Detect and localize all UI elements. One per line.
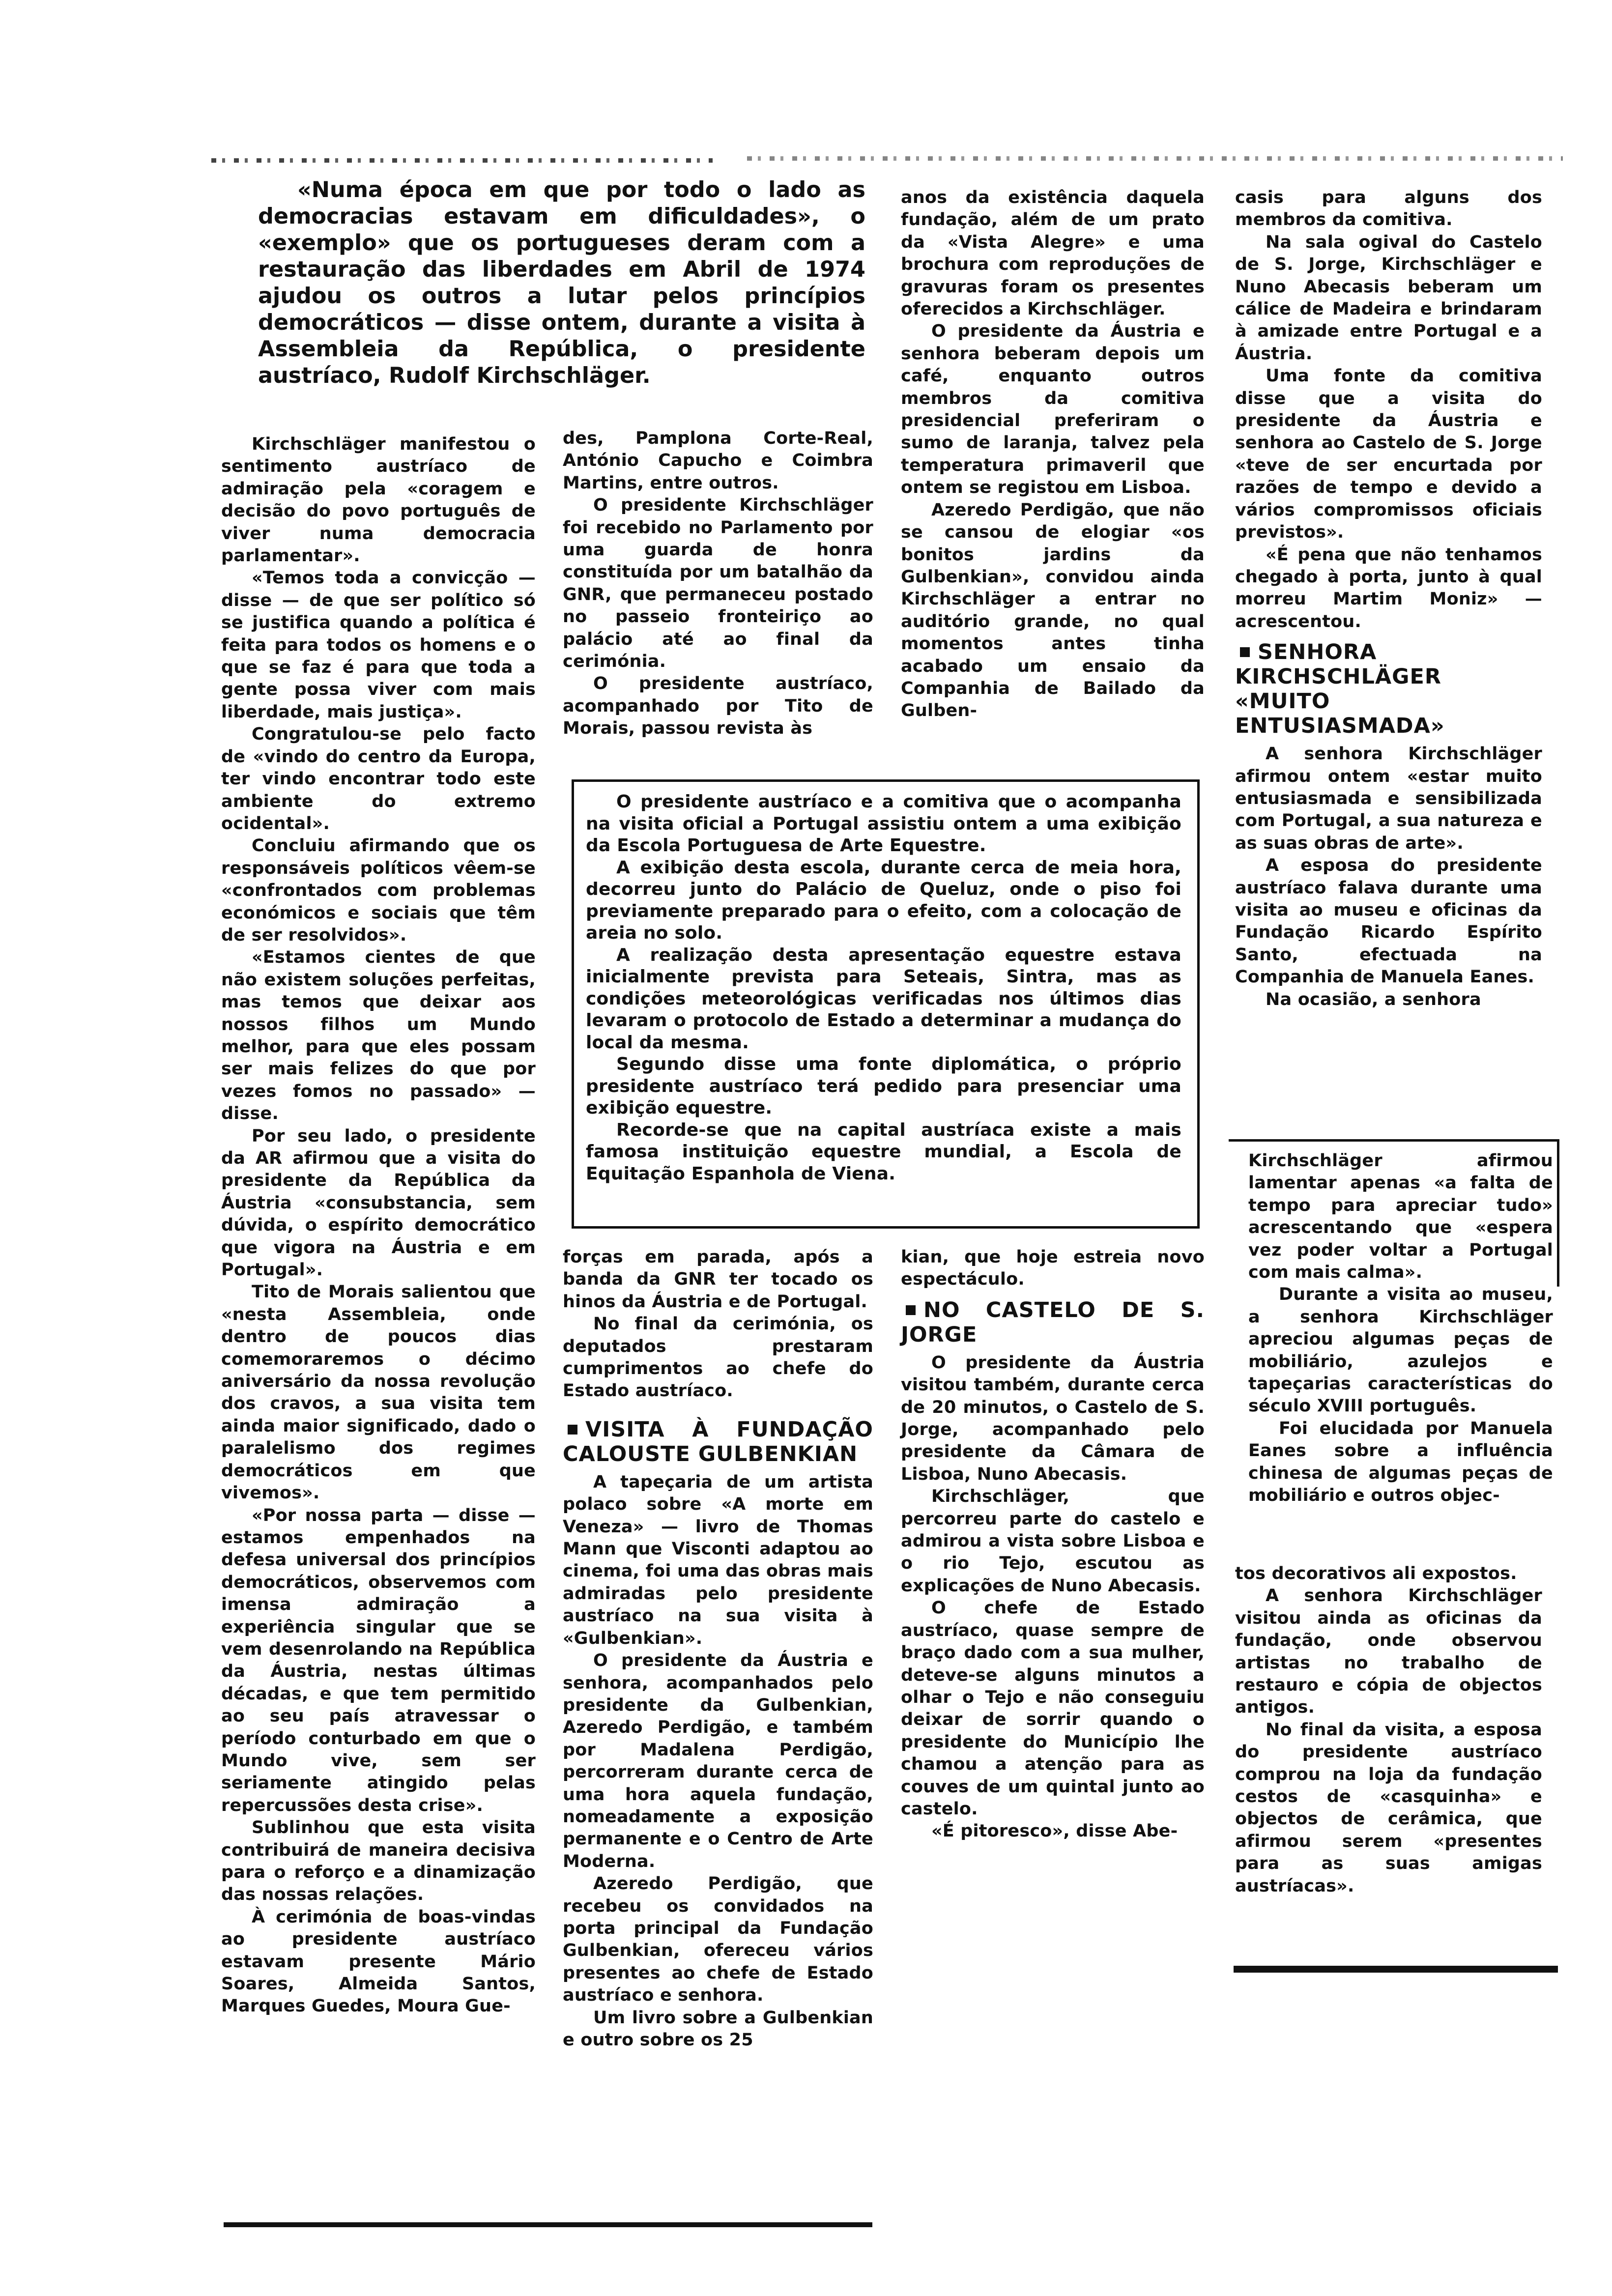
paragraph: tos decorativos ali expostos. xyxy=(1235,1564,1517,1583)
paragraph: A esposa do presidente austríaco falava durante uma visita ao museu e oficinas da Fundação Ricardo Espírito Santo, efectuada na Companhia de Manuela Eanes. xyxy=(1235,856,1542,987)
subheading-senhora: SENHORA KIRCHSCHLÄGER «MUITO ENTUSIASMADA» xyxy=(1235,640,1445,739)
paragraph: A senhora Kirchschläger visitou ainda as oficinas da fundação, onde observou artistas no trabalho de restauro e cópia de objectos antigos. xyxy=(1235,1586,1542,1718)
column-4-shifted xyxy=(1248,1150,1553,1507)
paragraph: No final da visita, a esposa do presidente austríaco comprou na loja da fundação cestos de «casquinha» e objectos de cerâmica, que afirmou serem «presentes para as suas amigas austríacas». xyxy=(1235,1720,1542,1896)
paragraph: Sublinhou que esta visita contribuirá de maneira decisiva para o reforço e a dinamização das nossas relações. xyxy=(221,1818,536,1905)
paragraph: casis para alguns dos membros da comitiva. xyxy=(1235,188,1542,230)
column-2-top xyxy=(563,428,873,740)
paragraph: Foi elucidada por Manuela Eanes sobre a influência chinesa de algumas peças de mobiliário e outros objec- xyxy=(1248,1418,1553,1506)
page-bottom-rule xyxy=(224,2222,872,2227)
paragraph: Kirchschläger manifestou o sentimento austríaco de admiração pela «coragem e decisão do povo português de viver numa democracia parlamentar». xyxy=(221,434,536,566)
paragraph: Durante a visita ao museu, a senhora Kirchschläger apreciou algumas peças de mobiliário, azulejos e tapeçarias características do século XVIII português. xyxy=(1248,1285,1553,1416)
scan-noise-top xyxy=(211,158,713,163)
clipping-edge-line xyxy=(1229,1139,1558,1142)
column-4-bottom-rule xyxy=(1234,1966,1558,1973)
paragraph: Azeredo Perdigão, que não se cansou de elogiar «os bonitos jardins da Gulbenkian», convidou ainda Kirchschläger a entrar no auditório grande, no qual momentos antes tinha acabado um ensaio da Companhia de Bailado da Gulben- xyxy=(901,500,1205,721)
paragraph: anos da existência daquela fundação, além de um prato da «Vista Alegre» e uma brochura com reproduções de gravuras foram os presentes oferecidos a Kirchschläger. xyxy=(901,188,1205,319)
paragraph: «Estamos cientes de que não existem soluções perfeitas, mas temos que deixar aos nossos filhos um Mundo melhor, para que eles possam ser mais felizes do que por vezes fomos no passado» — disse. xyxy=(221,947,536,1124)
paragraph: Kirchschläger afirmou lamentar apenas «a falta de tempo para apreciar tudo» acrescentando que «espera vez poder voltar a Portugal com mais calma». xyxy=(1248,1151,1553,1283)
paragraph: Recorde-se que na capital austríaca existe a mais famosa instituição equestre mundial, a Escola de Equitação Espanhola de Viena. xyxy=(586,1119,1181,1184)
paragraph: «É pitoresco», disse Abe- xyxy=(931,1821,1178,1841)
paragraph: À cerimónia de boas-vindas ao presidente austríaco estavam presente Mário Soares, Almeida Santos, Marques Guedes, Moura Gue- xyxy=(221,1907,536,2016)
paragraph: Um livro sobre a Gulbenkian e outro sobre os 25 xyxy=(563,2008,873,2050)
paragraph: forças em parada, após a banda da GNR ter tocado os hinos da Áustria e de Portugal. xyxy=(563,1247,873,1312)
paragraph: Uma fonte da comitiva disse que a visita do presidente da Áustria e senhora ao Castelo de S. Jorge «teve de ser encurtada por razões de tempo e devido a vários compromissos oficiais previstos». xyxy=(1235,366,1542,543)
clipping-edge-line xyxy=(1557,1139,1559,1287)
paragraph: Na sala ogival do Castelo de S. Jorge, Kirchschläger e Nuno Abecasis beberam um cálice de Madeira e brindaram à amizade entre Portugal e a Áustria. xyxy=(1235,232,1542,364)
paragraph: Tito de Morais salientou que «nesta Assembleia, onde dentro de poucos dias comemoraremos o décimo aniversário da nossa revolução dos cravos, a sua visita tem ainda maior significado, dado o paralelismo dos regimes democráticos em que vivemos». xyxy=(221,1282,536,1503)
paragraph: O presidente austríaco, acompanhado por Tito de Morais, passou revista às xyxy=(563,674,873,739)
paragraph: Por seu lado, o presidente da AR afirmou que a visita do presidente da República da Áustria «consubstancia, sem dúvida, o espírito democrático que vigora na Áustria e em Portugal». xyxy=(221,1126,536,1280)
paragraph: des, Pamplona Corte-Real, António Capucho e Coimbra Martins, entre outros. xyxy=(563,429,873,493)
paragraph: O presidente Kirchschläger foi recebido no Parlamento por uma guarda de honra constituída por um batalhão da GNR, que permaneceu postado no passeio fronteiriço ao palácio até ao final da cerimónia. xyxy=(563,495,873,672)
bullet-square xyxy=(1240,647,1250,657)
paragraph: O presidente austríaco e a comitiva que o acompanha na visita oficial a Portugal assistiu ontem a uma exibição da Escola Portuguesa de Arte Equestre. xyxy=(586,792,1181,856)
paragraph: «Temos toda a convicção — disse — de que ser político só se justifica quando a política é feita para todos os homens e o que se faz é para que toda a gente possa viver com mais liberdade, mais justiça». xyxy=(221,568,536,722)
paragraph: O presidente da Áustria e senhora beberam depois um café, enquanto outros membros da comitiva presidencial preferiram o sumo de laranja, talvez pela temperatura primaveril que ontem se registou em Lisboa. xyxy=(901,321,1205,498)
paragraph: Azeredo Perdigão, que recebeu os convidados na porta principal da Fundação Gulbenkian, ofereceu vários presentes ao chefe de Estado austríaco e senhora. xyxy=(563,1874,873,2006)
paragraph: A realização desta apresentação equestre estava inicialmente prevista para Seteais, Sintra, mas as condições meteorológicas verificadas nos últimos dias levaram o protocolo de Estado a determinar a mudança do local da mesma. xyxy=(586,945,1181,1053)
paragraph: Kirchschläger, que percorreu parte do castelo e admirou a vista sobre Lisboa e o rio Tejo, escutou as explicações de Nuno Abecasis. xyxy=(901,1487,1205,1596)
paragraph: kian, que hoje estreia novo espectáculo. xyxy=(901,1247,1205,1290)
scan-noise-top xyxy=(747,156,1563,161)
paragraph: O chefe de Estado austríaco, quase sempre de braço dado com a sua mulher, deteve-se alguns minutos a olhar o Tejo e não conseguiu deixar de sorrir quando o presidente do Município lhe chamou a atenção para as couves de um quintal junto ao castelo. xyxy=(901,1598,1205,1819)
paragraph: Na ocasião, a senhora xyxy=(1266,989,1481,1009)
paragraph: Segundo disse uma fonte diplomática, o próprio presidente austríaco terá pedido para presenciar uma exibição equestre. xyxy=(586,1054,1181,1118)
paragraph: O presidente da Áustria visitou também, durante cerca de 20 minutos, o Castelo de S. Jorge, acompanhado pelo presidente da Câmara de Lisboa, Nuno Abecasis. xyxy=(901,1352,1205,1484)
column-4-top xyxy=(1235,187,1542,1011)
paragraph: «Por nossa parta — disse — estamos empenhados na defesa universal dos princípios democráticos, observemos com imensa admiração a experiência singular que se vem desenrolando na República da Áustria, nestas últimas décadas, e que tem permitido ao seu país atravessar o período conturbado em que o Mundo vive, sem ser seriamente atingido pelas repercussões desta crise». xyxy=(221,1505,536,1815)
bullet-square xyxy=(906,1305,916,1315)
paragraph: No final da cerimónia, os deputados prestaram cumprimentos ao chefe do Estado austríaco. xyxy=(563,1314,873,1401)
box-text xyxy=(586,791,1181,1185)
paragraph: A senhora Kirchschläger afirmou ontem «estar muito entusiasmada e sensibilizada com Portugal, a sua natureza e as suas obras de arte». xyxy=(1235,744,1542,853)
subheading-castelo: NO CASTELO DE S. JORGE xyxy=(901,1297,1205,1347)
article-lead: «Numa época em que por todo o lado as democracias estavam em dificuldades», o «exemplo» que os portugueses deram com a restauração das liberdades em Abril de 1974 ajudou os outros a lutar pelos princípios democráticos — disse ontem, durante a visita à Assembleia da República, o presidente austríaco, Rudolf Kirchschläger. xyxy=(258,177,865,388)
subheading-gulbenkian: VISITA À FUNDAÇÃO CALOUSTE GULBENKIAN xyxy=(563,1417,873,1466)
paragraph: A tapeçaria de um artista polaco sobre «A morte em Veneza» — livro de Thomas Mann que Visconti adaptou ao cinema, foi uma das obras mais admiradas pelo presidente austríaco na sua visita à «Gulbenkian». xyxy=(563,1472,873,1648)
column-2-bottom xyxy=(563,1246,873,2051)
paragraph: A exibição desta escola, durante cerca de meia hora, decorreu junto do Palácio de Queluz, onde o piso foi previamente preparado para o efeito, com a colocação de areia no solo. xyxy=(586,857,1181,943)
column-3-bottom xyxy=(901,1246,1205,1843)
paragraph: «É pena que não tenhamos chegado à porta, junto à qual morreu Martim Moniz» — acrescentou. xyxy=(1235,545,1542,631)
column-4-bottom xyxy=(1235,1563,1542,1897)
paragraph: O presidente da Áustria e senhora, acompanhados pelo presidente da Gulbenkian, Azeredo Perdigão, e também por Madalena Perdigão, percorreram durante cerca de uma hora aquela fundação, nomeadamente a exposição permanente e o Centro de Arte Moderna. xyxy=(563,1651,873,1871)
bullet-square xyxy=(568,1425,577,1435)
column-1 xyxy=(221,433,536,2018)
column-3-top xyxy=(901,187,1205,722)
paragraph: Congratulou-se pelo facto de «vindo do centro da Europa, ter vindo encontrar todo este ambiente do extremo ocidental». xyxy=(221,724,536,833)
paragraph: Concluiu afirmando que os responsáveis políticos vêem-se «confrontados com problemas económicos e sociais que têm de ser resolvidos». xyxy=(221,836,536,945)
